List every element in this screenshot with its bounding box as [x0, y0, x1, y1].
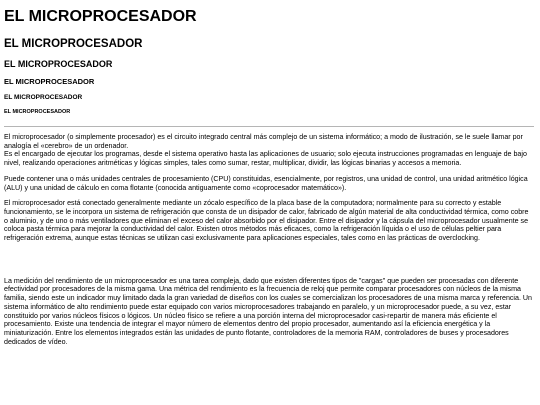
paragraph-cooling: El microprocesador está conectado generalmente mediante un zócalo específico de la placa base de la computadora; normalmente para su correcto y estable funcionamiento, se le incorpora un sistema de refrigeración que consta de un disipador de calor, fabricado de algún material de alta conductividad térmica, como cobre o aluminio, y de uno o más ventiladores que eliminan el exceso del calor absorbido por el disipador. Entre el disipador y la cápsula del microprocesador usualmente se coloca pasta térmica para mejorar la conductividad del calor. Existen otros métodos más eficaces, como la refrigeración líquida o el uso de células peltier para refrigeración extrema, aunque estas técnicas se utilizan casi exclusivamente para aplicaciones especiales, tales como en las prácticas de overclocking.: [4, 199, 529, 243]
paragraph-intro: [4, 133, 534, 168]
horizontal-divider: [4, 126, 534, 127]
heading-level-6: EL MICROPROCESADOR: [4, 109, 71, 115]
heading-level-2: EL MICROPROCESADOR: [4, 38, 143, 50]
paragraph-cpu-units: Puede contener una o más unidades centrales de procesamiento (CPU) constituidas, esencialmente, por registros, una unidad de control, una unidad aritmético lógica (ALU) y una unidad de cálculo en coma flotante (conocida antiguamente como «coprocesador matemático»).: [4, 174, 528, 192]
heading-level-5: EL MICROPROCESADOR: [4, 94, 83, 101]
heading-level-3: EL MICROPROCESADOR: [4, 59, 113, 69]
paragraph-intro-line-2: Es el encargado de ejecutar los programas, desde el sistema operativo hasta las aplicaciones de usuario; solo ejecuta instrucciones programadas en lenguaje de bajo nivel, realizando operaciones aritméticas y lógicas simples, tales como sumar, restar, multiplicar, dividir, las lógicas binarias y accesos a memoria.: [4, 150, 527, 168]
paragraph-intro-line-1: El microprocesador (o simplemente procesador) es el circuito integrado central más complejo de un sistema informático; a modo de ilustración, se le suele llamar por analogía el «cerebro» de un ordenador.: [4, 133, 523, 150]
heading-level-1: EL MICROPROCESADOR: [4, 8, 197, 25]
article-body: [4, 133, 534, 346]
heading-level-4: EL MICROPROCESADOR: [4, 77, 95, 86]
paragraph-performance: La medición del rendimiento de un microprocesador es una tarea compleja, dado que existen diferentes tipos de "cargas" que pueden ser procesadas con diferente efectividad por procesadores de la misma gama. Una métrica del rendimiento es la frecuencia de reloj que permite comparar procesadores con núcleos de la misma familia, siendo este un indicador muy limitado dada la gran variedad de diseños con los cuales se comercializan los procesadores de una misma marca y referencia. Un sistema informático de alto rendimiento puede estar equipado con varios microprocesadores trabajando en paralelo, y un microprocesador puede, a su vez, estar constituido por varios núcleos físicos o lógicos. Un núcleo físico se refiere a una porción interna del microprocesador casi-repartir de manera más eficiente el procesamiento. Existe una tendencia de integrar el mayor número de elementos dentro del propio procesador, aumentando así la eficiencia energética y la miniaturización. Entre los elementos integrados están las unidades de punto flotante, controladores de la memoria RAM, controladores de buses y procesadores dedicados de vídeo.: [4, 276, 532, 346]
